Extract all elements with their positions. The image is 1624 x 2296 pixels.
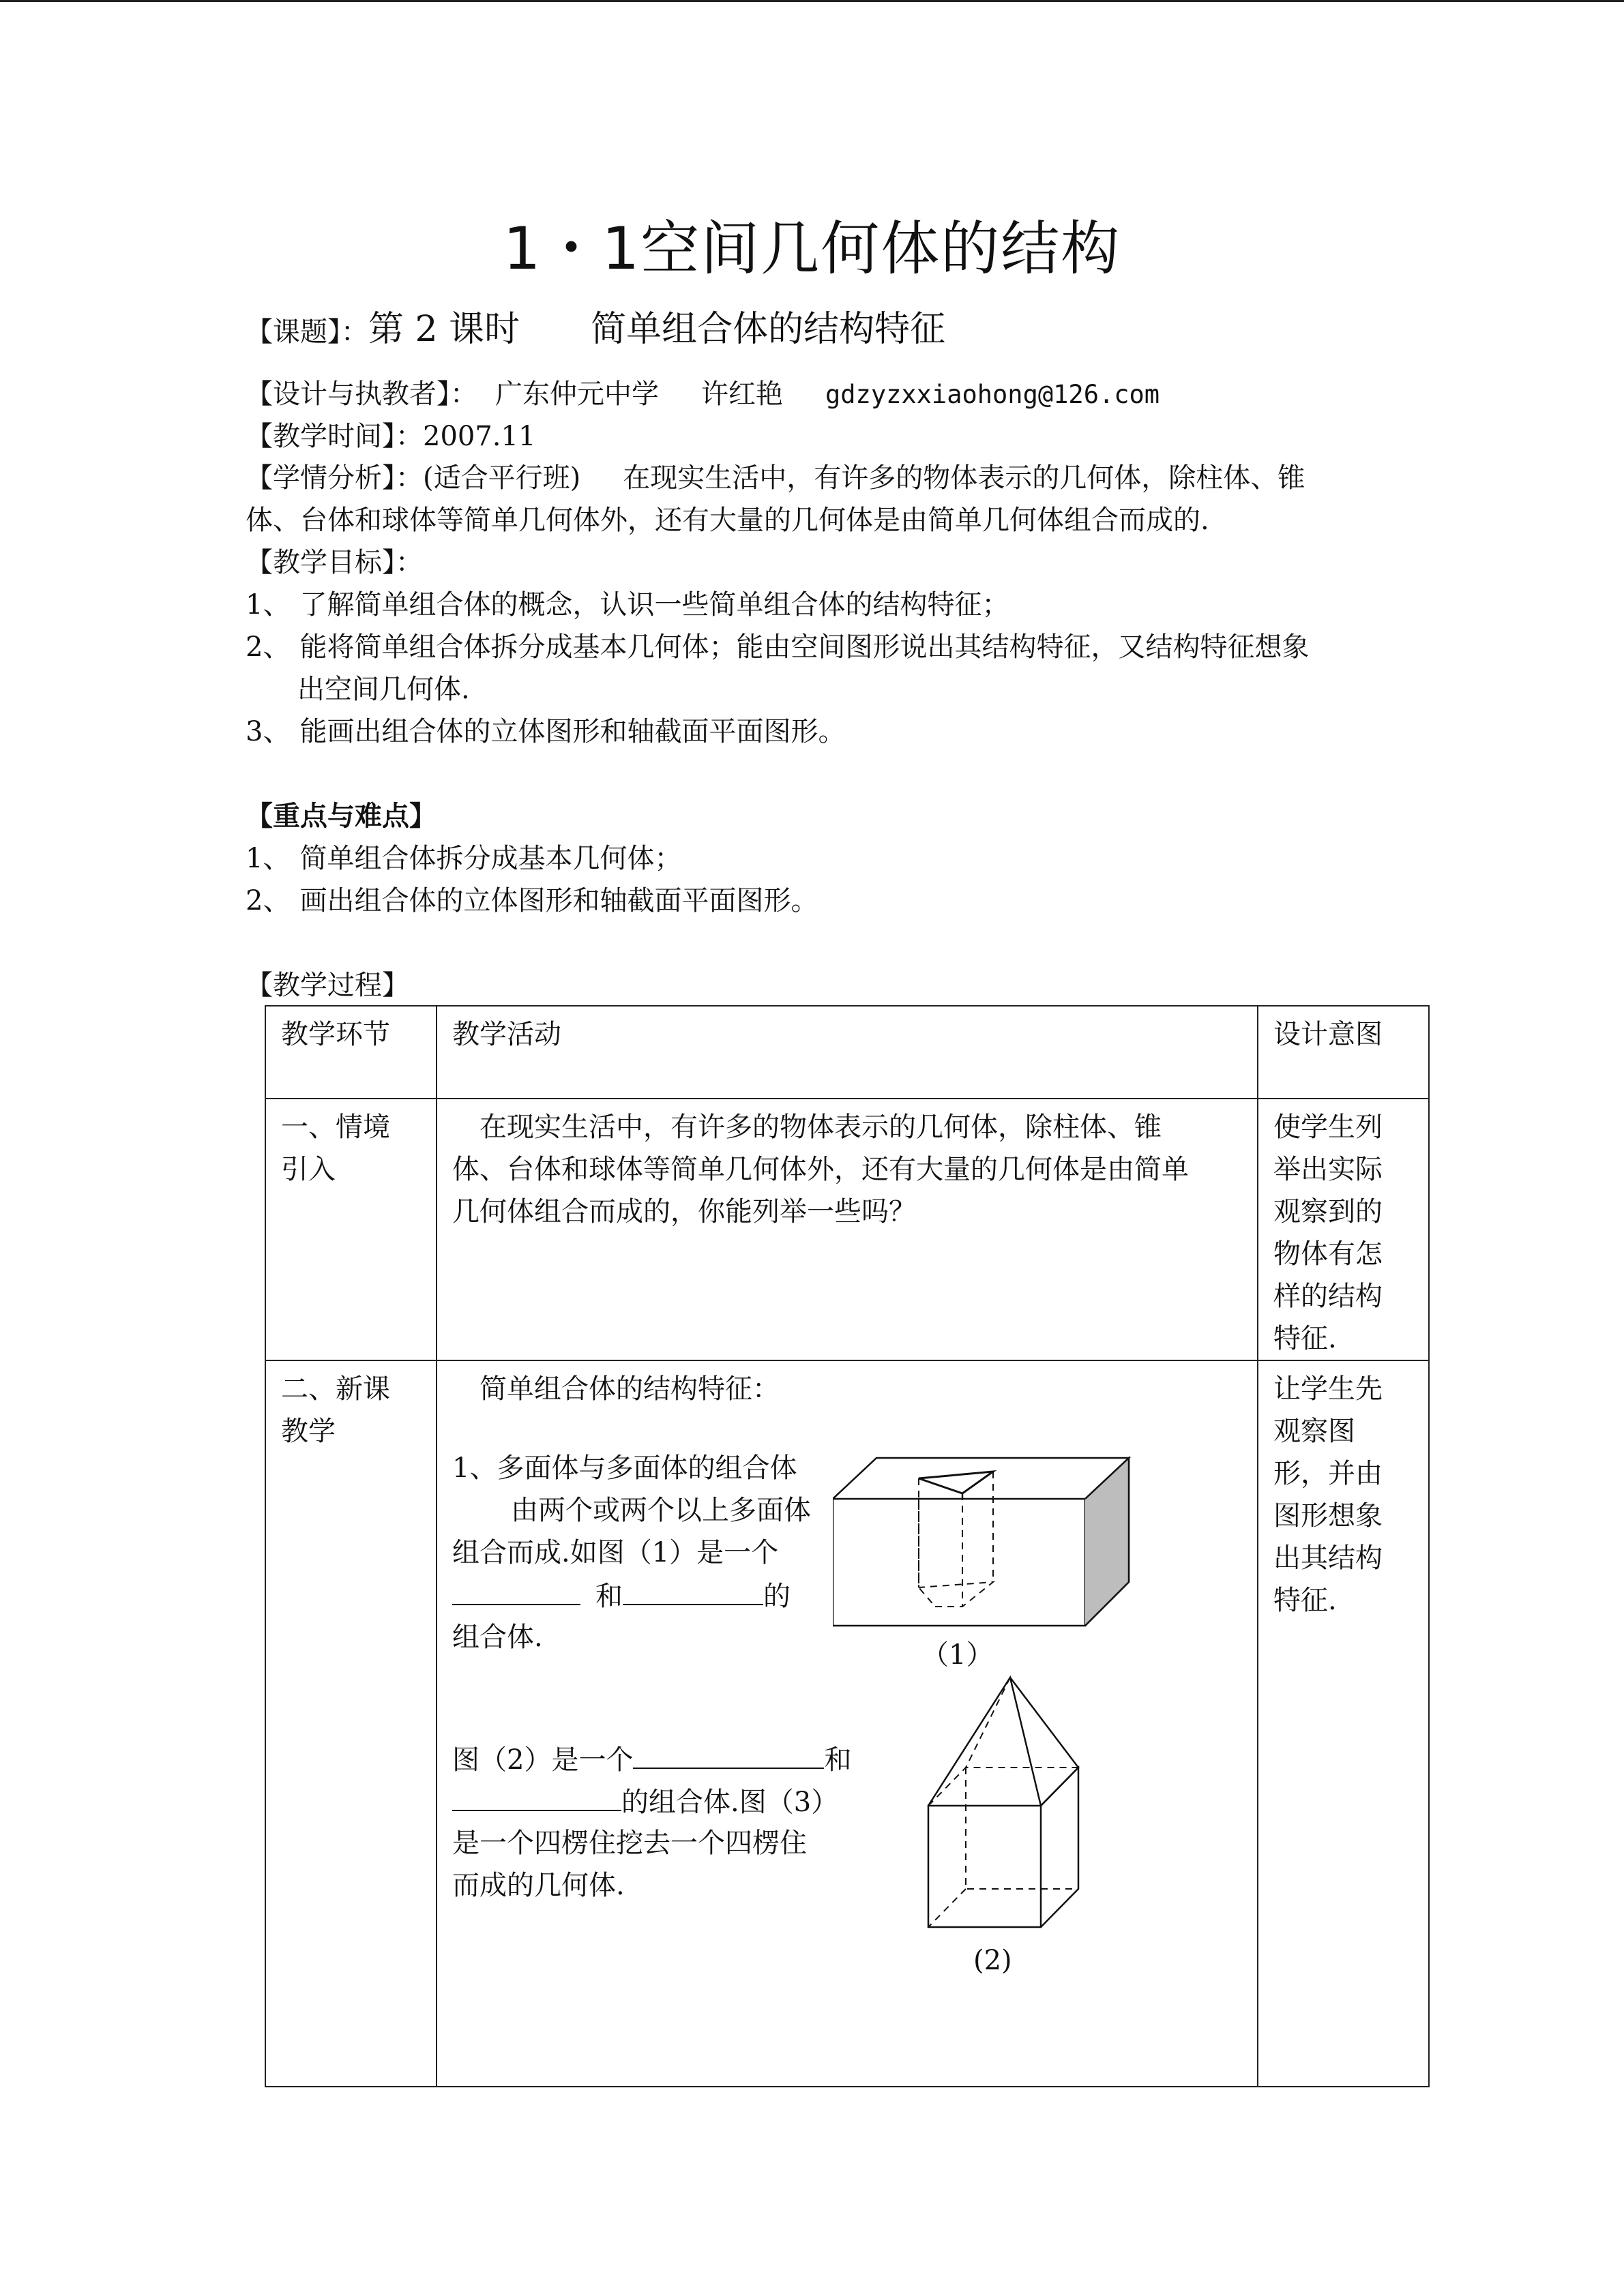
top-border-line — [0, 0, 1624, 2]
intent-text: 举出实际 — [1273, 1154, 1383, 1185]
fig2-hidden-edge — [928, 1889, 966, 1927]
goal-num: 3、 — [246, 716, 291, 747]
intent-text: 观察到的 — [1273, 1196, 1383, 1227]
figure-2-pyramid-on-cube — [915, 1675, 1106, 1948]
analysis-text-1: 在现实生活中，有许多的物体表示的几何体，除柱体、锥 — [623, 462, 1305, 494]
designer-label: 【设计与执教者】： — [246, 378, 477, 410]
activity-text: 在现实生活中，有许多的物体表示的几何体，除柱体、锥 — [452, 1112, 1162, 1143]
designer-school: 广东仲元中学 — [495, 378, 659, 410]
fig1-top-face — [833, 1458, 1129, 1499]
analysis-class-type: (适合平行班) — [423, 462, 581, 494]
intent-cell — [1258, 1099, 1428, 1360]
blank-3 — [633, 1738, 824, 1769]
goal-item-3 — [246, 710, 845, 749]
goal-item-1 — [246, 583, 1009, 622]
analysis-label: 【学情分析】： — [246, 462, 423, 494]
lesson-label: 【课题】： — [246, 316, 368, 348]
designer-email: gdzyzxxiaohong@126.com — [825, 380, 1160, 409]
stage-cell — [266, 1099, 436, 1191]
activity-text: 组合而成.如图（1）是一个 — [452, 1537, 779, 1568]
activity-cell — [437, 1361, 1257, 2084]
goal-num: 2、 — [246, 631, 291, 663]
fill-blank-line-3 — [452, 1780, 838, 1823]
fig2-hidden-edge — [966, 1678, 1010, 1768]
figure-2-caption: (2) — [973, 1945, 1012, 1976]
stage-text: 引入 — [281, 1154, 336, 1185]
activity-text: 由两个或两个以上多面体 — [511, 1495, 811, 1526]
intent-text: 特征. — [1273, 1323, 1337, 1354]
stage-text: 二、新课 — [281, 1373, 390, 1405]
fig1-triangle-top — [919, 1472, 993, 1493]
activity-heading: 简单组合体的结构特征： — [452, 1373, 780, 1405]
fig2-cube-front — [928, 1806, 1041, 1927]
header-intent: 设计意图 — [1273, 1019, 1383, 1050]
intent-text: 让学生先 — [1273, 1373, 1383, 1405]
key-point-num: 1、 — [246, 843, 291, 874]
goal-text: 能画出组合体的立体图形和轴截面平面图形。 — [299, 716, 846, 747]
time-value: 2007.11 — [423, 421, 536, 452]
activity-text: 是一个四楞住挖去一个四楞住 — [452, 1828, 807, 1859]
subheading-polyhedra: 1、多面体与多面体的组合体 — [452, 1452, 797, 1484]
fig2-hidden-top — [928, 1768, 1078, 1806]
fig2-text: 图（2）是一个 — [452, 1744, 634, 1776]
analysis-line-1 — [246, 456, 1305, 495]
de-text: 的 — [763, 1581, 791, 1612]
fig2-text: 的组合体.图（3） — [621, 1787, 839, 1818]
intent-text: 出其结构 — [1273, 1542, 1383, 1574]
header-activity: 教学活动 — [452, 1019, 561, 1050]
intent-text: 使学生列 — [1273, 1112, 1383, 1143]
figure-1-caption: （1） — [921, 1639, 994, 1671]
key-point-text: 画出组合体的立体图形和轴截面平面图形。 — [299, 885, 818, 916]
goals-label: 【教学目标】： — [246, 547, 423, 578]
fill-blank-line-2 — [452, 1738, 851, 1781]
process-table — [265, 1005, 1430, 2087]
table-row — [265, 1099, 1429, 1360]
intent-text: 观察图 — [1273, 1416, 1355, 1447]
blank-4 — [452, 1780, 621, 1811]
analysis-line-2: 体、台体和球体等简单几何体外，还有大量的几何体是由简单几何体组合而成的. — [246, 505, 1209, 536]
time-line — [246, 415, 535, 453]
goal-text: 能将简单组合体拆分成基本几何体；能由空间图形说出其结构特征，又结构特征想象 — [299, 631, 1310, 663]
lesson-text: 第 2 课时 简单组合体的结构特征 — [368, 309, 946, 350]
key-point-num: 2、 — [246, 885, 291, 916]
key-points-label: 【重点与难点】 — [246, 800, 437, 832]
intent-text: 物体有怎 — [1273, 1238, 1383, 1270]
key-point-text: 简单组合体拆分成基本几何体； — [299, 843, 682, 874]
intent-cell — [1258, 1361, 1428, 1622]
designer-name: 许红艳 — [701, 378, 783, 410]
time-label: 【教学时间】： — [246, 421, 423, 452]
header-stage: 教学环节 — [281, 1019, 390, 1050]
intent-text: 形，并由 — [1273, 1458, 1383, 1489]
activity-text: 几何体组合而成的，你能列举一些吗？ — [452, 1196, 916, 1227]
and-text: 和 — [824, 1744, 852, 1776]
figure-1-prism-combination — [833, 1452, 1133, 1630]
table-row — [265, 1360, 1429, 2087]
stage-cell — [266, 1361, 436, 1452]
and-text: 和 — [595, 1581, 623, 1612]
fill-blank-line-1 — [452, 1574, 791, 1617]
activity-text: 而成的几何体. — [452, 1870, 625, 1901]
fig2-pyramid-side — [1010, 1678, 1078, 1806]
intent-text: 特征. — [1273, 1585, 1337, 1616]
activity-text: 组合体. — [452, 1622, 543, 1653]
activity-text: 体、台体和球体等简单几何体外，还有大量的几何体是由简单 — [452, 1154, 1189, 1185]
intent-text: 样的结构 — [1273, 1281, 1383, 1312]
goal-num: 1、 — [246, 589, 291, 621]
intent-text: 图形想象 — [1273, 1500, 1383, 1532]
activity-cell — [437, 1099, 1257, 1233]
stage-text: 教学 — [281, 1416, 336, 1447]
fig2-cube-side — [1041, 1768, 1078, 1927]
process-label: 【教学过程】 — [246, 970, 409, 1001]
fig1-front-face — [833, 1499, 1085, 1626]
fig1-hidden-base — [919, 1582, 993, 1607]
goal-text: 了解简单组合体的概念，认识一些简单组合体的结构特征； — [299, 589, 1009, 621]
blank-1 — [452, 1574, 580, 1605]
key-point-item-1 — [246, 837, 681, 876]
page-title: 1・1空间几何体的结构 — [503, 215, 1121, 283]
fig1-side-shade — [1085, 1458, 1129, 1626]
key-point-item-2 — [246, 879, 818, 918]
designer-line — [246, 372, 1160, 411]
blank-2 — [623, 1574, 763, 1605]
stage-text: 一、情境 — [281, 1112, 390, 1143]
lesson-line — [246, 300, 945, 351]
goal-item-2 — [246, 625, 1309, 664]
table-header-row — [265, 1006, 1429, 1099]
goal-item-2-cont: 出空间几何体. — [297, 674, 470, 705]
